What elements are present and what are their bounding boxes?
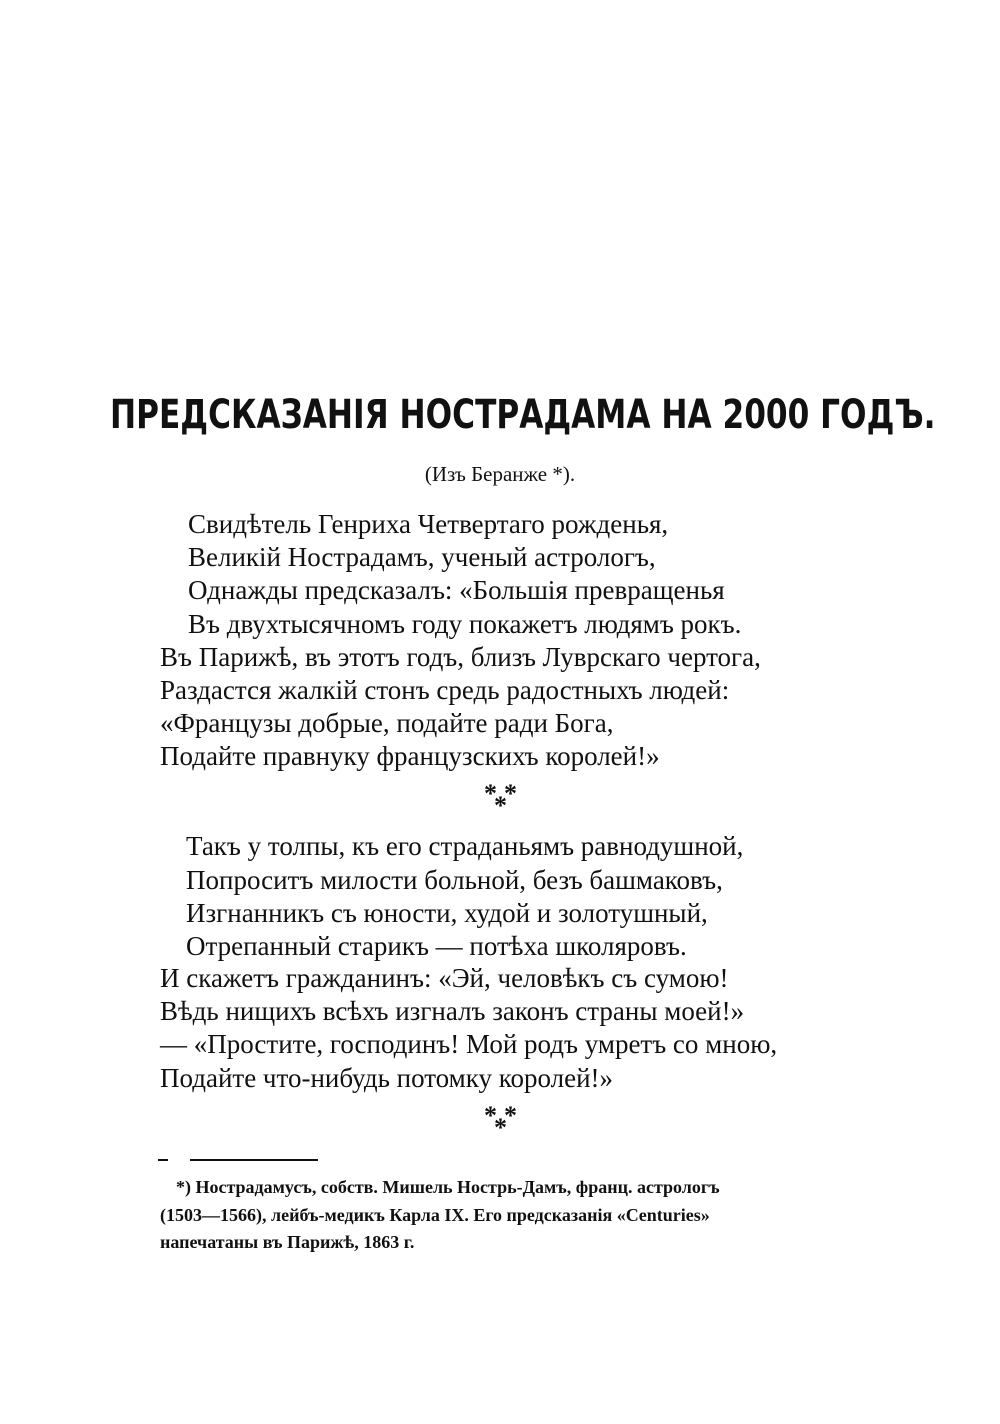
stanza-1-line-8: Подайте правнуку французскихъ королей!» (160, 741, 660, 771)
asterism-star: * (504, 779, 517, 808)
asterism-star: * (484, 779, 497, 808)
stanza-2-line-7: — «Простите, господинъ! Мой родъ умретъ со мною, (160, 1029, 778, 1059)
asterism-star: * (504, 1101, 517, 1130)
footnote-rule-tick (158, 1159, 168, 1161)
stanza-2-line-5: И скажетъ гражданинъ: «Эй, человѣкъ съ сумою! (160, 963, 729, 993)
footnote-rule (190, 1159, 318, 1161)
stanza-1-line-5: Въ Парижѣ, въ этотъ годъ, близъ Луврскаго чертога, (160, 642, 761, 672)
poem-subtitle: (Изъ Беранже *). (424, 462, 576, 486)
poem-title: ПРЕДСКАЗАНІЯ НОСТРАДАМА НА 2000 ГОДЪ. (110, 392, 936, 438)
asterism-star: * (494, 791, 507, 820)
stanza-2-line-4: Отрепанный старикъ — потѣха школяровъ. (186, 931, 687, 961)
stanza-1-line-7: «Французы добрые, подайте ради Бога, (160, 708, 614, 738)
stanza-2-line-8: Подайте что-нибудь потомку королей!» (160, 1063, 614, 1093)
stanza-1-line-3: Однажды предсказалъ: «Большія превращенья (188, 575, 725, 605)
footnote-line-3: напечатаны въ Парижѣ, 1863 г. (160, 1232, 415, 1252)
asterism-star: * (494, 1113, 507, 1142)
stanza-1-line-6: Раздастся жалкій стонъ средь радостныхъ людей: (160, 675, 730, 705)
stanza-2-line-2: Попроситъ милости больной, безъ башмаковъ, (186, 865, 723, 895)
asterism-star: * (484, 1101, 497, 1130)
stanza-2-line-3: Изгнанникъ съ юности, худой и золотушный, (186, 898, 708, 928)
footnote-line-1: *) Нострадамусъ, собств. Мишель Нострь-Дамъ, франц. астрологъ (176, 1177, 720, 1197)
stanza-1-line-4: Въ двухтысячномъ году покажетъ людямъ рокъ. (188, 609, 742, 639)
stanza-1-line-1: Свидѣтель Генриха Четвертаго рожденья, (188, 509, 669, 539)
footnote-line-2: (1503—1566), лейбъ-медикъ Карла IX. Его предсказанія «Centuries» (160, 1205, 710, 1225)
stanza-2-line-1: Такъ у толпы, къ его страданьямъ равнодушной, (186, 831, 744, 861)
stanza-1-line-2: Великій Нострадамъ, ученый астрологъ, (188, 542, 656, 572)
stanza-2-line-6: Вѣдь нищихъ всѣхъ изгналъ законъ страны моей!» (160, 996, 745, 1026)
